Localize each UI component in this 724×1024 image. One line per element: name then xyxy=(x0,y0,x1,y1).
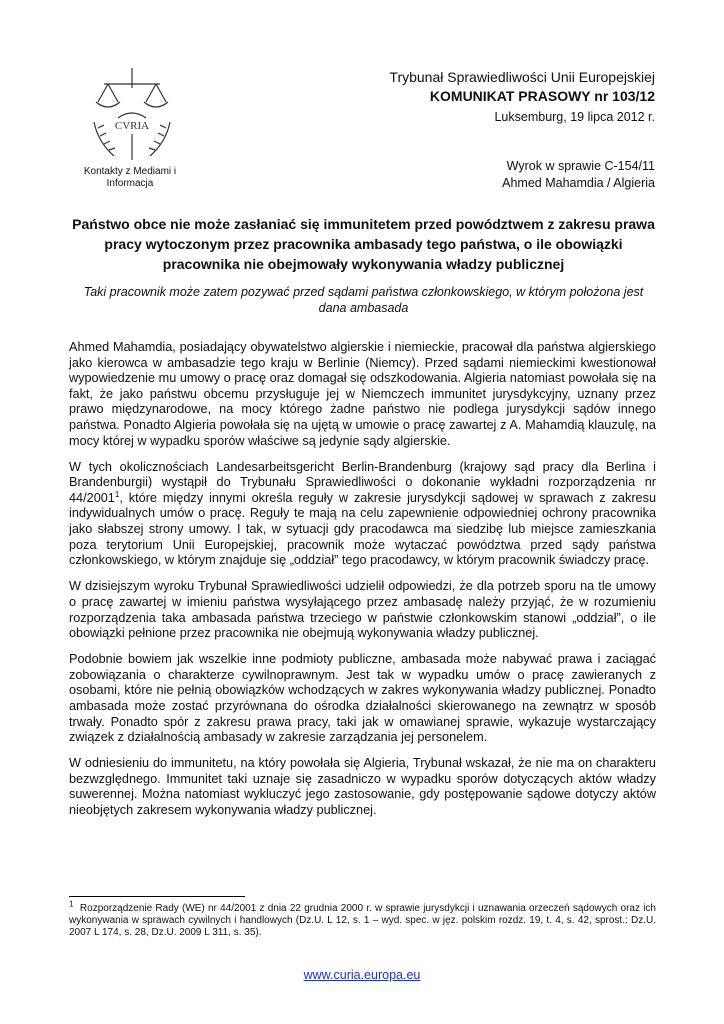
institution-name: Trybunał Sprawiedliwości Unii Europejskiej xyxy=(389,69,655,85)
paragraph: Podobnie bowiem jak wszelkie inne podmioty publiczne, ambasada może nabywać prawa i zaciągać zobowiązania o charakterze cywilnoprawnym. Jest tak w wypadku umów o pracę zawieranych z osobami, które nie pełnią obowiązków wchodzących w zakres wykonywania władzy publicznej. Ponadto ambasada może zostać przyrównana do ośrodka działalności skierowanego na zewnątrz w sposób trwały. Ponadto spór z zakresu prawa pracy, taki jak w omawianej sprawie, wykazuje wystarczający związek z działalnością ambasady w zakresie zarządzania jej personelem. xyxy=(69,652,656,745)
press-release-number: KOMUNIKAT PRASOWY nr 103/12 xyxy=(429,88,655,104)
subheadline: Taki pracownik może zatem pozywać przed sądami państwa członkowskiego, w którym położona jest dana ambasada xyxy=(83,285,644,315)
footnote-text: Rozporządzenie Rady (WE) nr 44/2001 z dnia 22 grudnia 2000 r. w sprawie jurysdykcji i uznawania orzeczeń sądowych oraz ich wykonywania w sprawach cywilnych i handlowych (Dz.U. L 12, s. 1 – wyd. spec. w jęz. polskim rozdz. 19, t. 4, s. 42, sprost.: Dz.U. 2007 L 174, s. 28, Dz.U. 2009 L 311, s. 35). xyxy=(69,903,656,938)
paragraph-part: , które między innymi określa reguły w zakresie jurysdykcji sądowej w sprawach z zakresu indywidualnych umów o pracę. Reguły te mają na celu zapewnienie odpowiedniej ochrony pracownika jako słabszej strony umowy. I tak, w sytuacji gdy pracodawca ma siedzibę lub miejsce zamieszkania poza terytorium Unii Europejskiej, pracownik może wytaczać powództwa przed sądy państwa członkowskiego, w którym znajduje się „oddział” tego pracodawcy, w którym pracownik świadczy pracę. xyxy=(69,490,656,568)
paragraph: Ahmed Mahamdia, posiadający obywatelstwo algierskie i niemieckie, pracował dla państwa algierskiego jako kierowca w ambasadzie tego kraju w Berlinie (Niemcy). Przed sądami niemieckimi kwestionował wypowiedzenie mu umowy o pracę oraz domagał się odszkodowania. Algieria natomiast powołała się na fakt, że jako państwu obcemu przysługuje jej w Niemczech immunitet jurysdykcyjny, uznany przez prawo międzynarodowe, na mocy którego żadne państwo nie podlega jurysdykcji sądów innego państwa. Ponadto Algieria powołała się na ujętą w umowie o pracę zawartej z A. Mahamdią klauzulę, na mocy której w wypadku sporów właściwe są jedynie sądy algierskie. xyxy=(69,340,656,448)
paragraph-part: W tych okolicznościach Landesarbeitsgericht Berlin-Brandenburg (krajowy sąd pracy dla Berlina i Brandenburgii) wystąpił do Trybunału Sprawiedliwości o dokonanie wykładni rozporządzenia nr 44/2001 xyxy=(69,459,656,505)
paragraph: W dzisiejszym wyroku Trybunał Sprawiedliwości udzielił odpowiedzi, że dla potrzeb sporu na tle umowy o pracę zawartej w imieniu państwa wysyłającego przez ambasadę należy przyjąć, że w rozumieniu rozporządzenia taka ambasada państwa trzeciego w państwie członkowskim stanowi „oddział”, o ile obowiązki pełnione przez pracownika nie obejmują wykonywania władzy publicznej. xyxy=(69,579,656,641)
paragraph: W odniesieniu do immunitetu, na który powołała się Algieria, Trybunał wskazał, że nie ma on charakteru bezwzględnego. Immunitet taki uznaje się zasadniczo w wypadku sporów dotyczących aktów władzy suwerennej. Można natomiast wykluczyć jego zastosowanie, gdy postępowanie sądowe dotyczy aktów nieobjętych zakresem wykonywania władzy publicznej. xyxy=(69,756,656,818)
footnote-divider xyxy=(69,896,245,897)
body-text xyxy=(69,340,656,829)
case-reference: Wyrok w sprawie C-154/11 xyxy=(506,159,655,173)
logo-caption: Kontakty z Mediami i Informacja xyxy=(83,166,177,189)
case-parties: Ahmed Mahamdia / Algieria xyxy=(502,176,655,190)
curia-logo xyxy=(84,62,180,166)
date-line: Luksemburg, 19 lipca 2012 r. xyxy=(494,110,655,124)
footnote xyxy=(69,899,656,939)
headline: Państwo obce nie może zasłaniać się immunitetem przed powództwem z zakresu prawa pracy wytoczonym przez pracownika ambasady tego państwa, o ile obowiązki pracownika nie obejmowały wykonywania władzy publicznej xyxy=(72,216,655,272)
footnote-reference: 1 xyxy=(114,489,120,499)
curia-website-link[interactable]: www.curia.europa.eu xyxy=(303,968,421,982)
paragraph xyxy=(69,460,656,569)
footnote-marker: 1 xyxy=(69,899,74,909)
logo-wordmark: CVRIA xyxy=(114,120,150,132)
